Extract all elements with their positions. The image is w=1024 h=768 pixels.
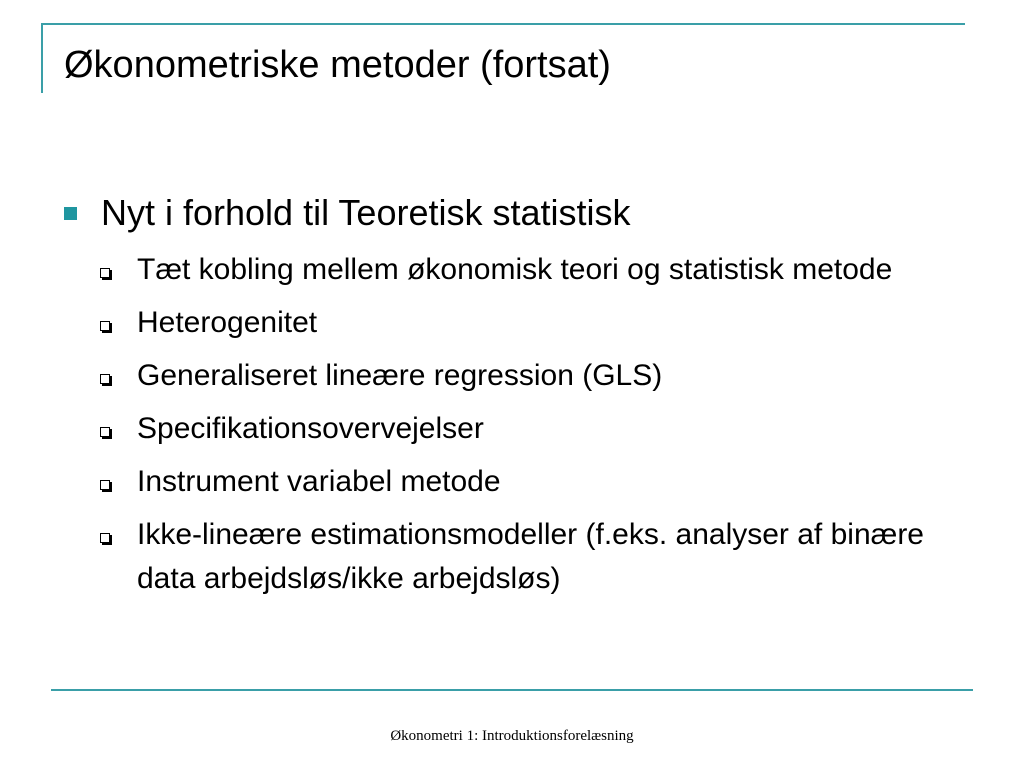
slide-title: Økonometriske metoder (fortsat) bbox=[64, 44, 611, 86]
title-left-rule bbox=[41, 23, 43, 93]
sub-bullet-text: Heterogenitet bbox=[137, 306, 318, 339]
sub-bullet-item bbox=[100, 460, 960, 504]
sub-bullet-item bbox=[100, 407, 960, 451]
title-top-rule bbox=[41, 23, 965, 25]
sub-bullet-list bbox=[100, 248, 960, 610]
hollow-square-bullet-icon bbox=[100, 480, 110, 490]
hollow-square-bullet-icon bbox=[100, 321, 110, 331]
square-bullet-icon bbox=[64, 207, 77, 220]
footer-rule bbox=[51, 689, 973, 691]
hollow-square-bullet-icon bbox=[100, 533, 110, 543]
sub-bullet-text: Ikke-lineære estimationsmodeller (f.eks. analyser af binære data arbejdsløs/ikke arbejdsløs) bbox=[137, 518, 924, 595]
main-bullet-text: Nyt i forhold til Teoretisk statistisk bbox=[101, 192, 631, 233]
sub-bullet-item bbox=[100, 513, 960, 601]
sub-bullet-item bbox=[100, 301, 960, 345]
sub-bullet-item bbox=[100, 354, 960, 398]
hollow-square-bullet-icon bbox=[100, 268, 110, 278]
sub-bullet-text: Generaliseret lineære regression (GLS) bbox=[137, 359, 663, 392]
sub-bullet-item bbox=[100, 248, 960, 292]
hollow-square-bullet-icon bbox=[100, 374, 110, 384]
sub-bullet-text: Instrument variabel metode bbox=[137, 465, 501, 498]
footer-text: Økonometri 1: Introduktionsforelæsning bbox=[390, 728, 634, 744]
hollow-square-bullet-icon bbox=[100, 427, 110, 437]
sub-bullet-text: Specifikationsovervejelser bbox=[137, 412, 484, 445]
sub-bullet-text: Tæt kobling mellem økonomisk teori og statistisk metode bbox=[137, 253, 893, 286]
